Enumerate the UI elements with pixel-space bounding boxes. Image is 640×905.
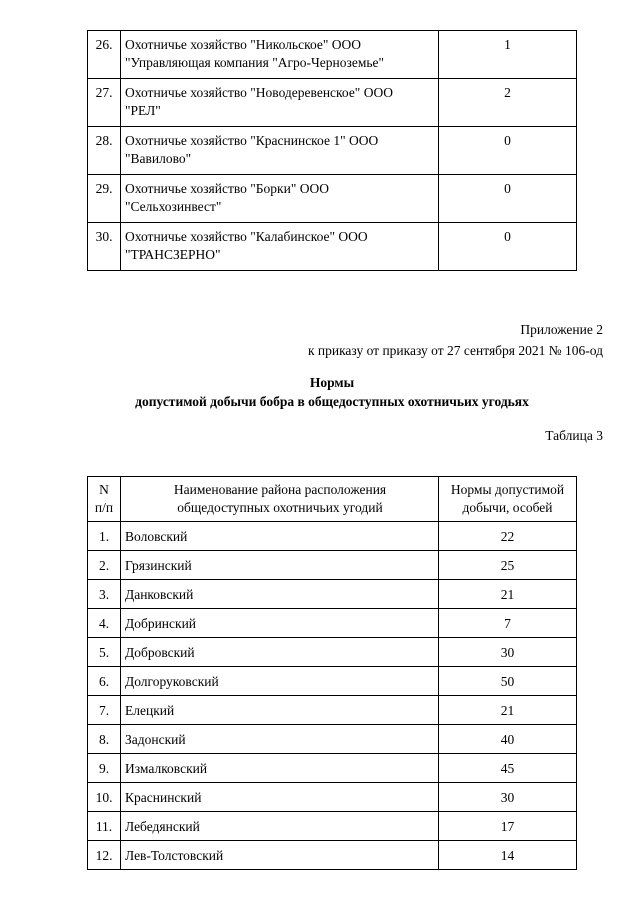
table-row [88,609,577,638]
row-number: 3. [88,580,121,609]
quota-value: 30 [439,638,577,667]
row-value: 2 [439,79,577,127]
row-number: 12. [88,841,121,870]
quota-value: 45 [439,754,577,783]
quota-value: 50 [439,667,577,696]
district-name: Данковский [121,580,439,609]
district-name: Добровский [121,638,439,667]
row-number: 4. [88,609,121,638]
farm-name-line2: "РЕЛ" [125,103,161,118]
row-value: 1 [439,31,577,79]
table-row [88,127,577,175]
farm-name-line1: Охотничье хозяйство "Борки" ООО [125,181,329,196]
row-number: 5. [88,638,121,667]
header-number-line1: N [99,482,109,497]
table-row [88,580,577,609]
row-number: 7. [88,696,121,725]
quota-value: 40 [439,725,577,754]
farm-name [121,31,439,79]
farm-name [121,79,439,127]
row-number: 10. [88,783,121,812]
row-value: 0 [439,127,577,175]
farm-name-line2: "Управляющая компания "Агро-Черноземье" [125,55,385,70]
table-row [88,667,577,696]
table-row [88,812,577,841]
row-number: 28. [88,127,121,175]
row-number: 29. [88,175,121,223]
table-row [88,696,577,725]
quota-value: 30 [439,783,577,812]
table-row [88,175,577,223]
farm-name [121,223,439,271]
farm-name-line1: Охотничье хозяйство "Никольское" ООО [125,37,361,52]
table-row [88,754,577,783]
district-name: Воловский [121,522,439,551]
farm-name [121,175,439,223]
appendix-title: Приложение 2 [520,322,603,337]
table-row [88,223,577,271]
table-row [88,725,577,754]
farm-name-line2: "Вавилово" [125,151,192,166]
table-row [88,783,577,812]
row-value: 0 [439,175,577,223]
farm-name-line2: "Сельхозинвест" [125,199,222,214]
row-number: 2. [88,551,121,580]
header-number [88,477,121,522]
quota-value: 21 [439,580,577,609]
table-row [88,841,577,870]
farm-name-line1: Охотничье хозяйство "Новодеревенское" ООО [125,85,393,100]
row-number: 6. [88,667,121,696]
header-quota [439,477,577,522]
row-number: 30. [88,223,121,271]
row-number: 27. [88,79,121,127]
title-line1: Нормы [309,375,355,390]
table-row [88,522,577,551]
document-title [87,374,577,412]
table-row [88,638,577,667]
table-label: Таблица 3 [545,428,603,443]
farm-name-line1: Охотничье хозяйство "Краснинское 1" ООО [125,133,379,148]
district-name: Измалковский [121,754,439,783]
header-district [121,477,439,522]
hunting-farms-table [87,30,577,271]
appendix-header [123,321,603,363]
farm-name-line1: Охотничье хозяйство "Калабинское" ООО [125,229,368,244]
quota-value: 22 [439,522,577,551]
quota-value: 14 [439,841,577,870]
row-number: 26. [88,31,121,79]
quota-value: 25 [439,551,577,580]
row-number: 1. [88,522,121,551]
title-line2: допустимой добычи бобра в общедоступных охотничьих угодьях [135,394,529,409]
header-district-line2: общедоступных охотничьих угодий [177,500,383,515]
district-name: Лев-Толстовский [121,841,439,870]
header-quota-line1: Нормы допустимой [450,482,565,497]
district-name: Лебедянский [121,812,439,841]
district-name: Краснинский [121,783,439,812]
header-district-line1: Наименование района расположения [173,482,387,497]
row-number: 9. [88,754,121,783]
district-name: Грязинский [121,551,439,580]
beaver-quota-table [87,476,577,870]
quota-value: 21 [439,696,577,725]
row-value: 0 [439,223,577,271]
header-quota-line2: добычи, особей [462,500,553,515]
district-name: Задонский [121,725,439,754]
district-name: Долгоруковский [121,667,439,696]
farm-name [121,127,439,175]
quota-value: 7 [439,609,577,638]
table-row [88,31,577,79]
appendix-reference: к приказу от приказу от 27 сентября 2021 № 106-од [307,343,603,358]
header-number-line2: п/п [94,500,114,515]
table-row [88,551,577,580]
row-number: 11. [88,812,121,841]
farm-name-line2: "ТРАНСЗЕРНО" [125,247,221,262]
row-number: 8. [88,725,121,754]
table-header-row [88,477,577,522]
district-name: Добринский [121,609,439,638]
district-name: Елецкий [121,696,439,725]
table-row [88,79,577,127]
quota-value: 17 [439,812,577,841]
